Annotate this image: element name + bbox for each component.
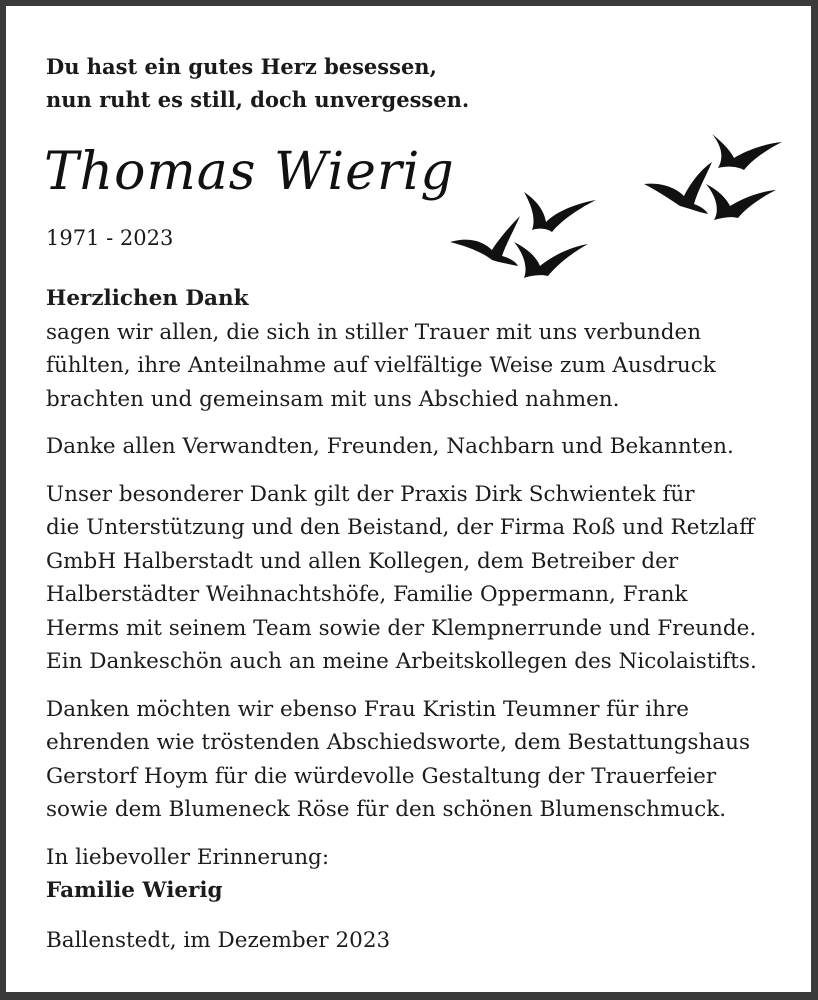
deceased-name: Thomas Wierig (44, 142, 455, 202)
paragraph-3 (46, 478, 786, 679)
bird-icon (644, 162, 712, 214)
bird-icon (524, 192, 596, 232)
text-line: Herms mit seinem Team sowie der Klempnerrunde und Freunde. (46, 615, 757, 641)
paragraph-4 (46, 693, 786, 827)
motto (46, 50, 469, 116)
text-line: sagen wir allen, die sich in stiller Trauer mit uns verbunden (46, 319, 702, 345)
text-line: brachten und gemeinsam mit uns Abschied nahmen. (46, 386, 620, 412)
text-line: Gerstorf Hoym für die würdevolle Gestaltung der Trauerfeier (46, 763, 717, 789)
paragraph-1 (46, 316, 786, 417)
bird-icon (706, 184, 776, 220)
text-line: Ein Dankeschön auch an meine Arbeitskollegen des Nicolaistifts. (46, 649, 757, 674)
paragraph-2 (46, 430, 786, 464)
text-line: Danken möchten wir ebenso Frau Kristin Teumner für ihre (46, 696, 689, 722)
text-line: GmbH Halberstadt und allen Kollegen, dem Betreiber der (46, 548, 679, 574)
obituary-card (6, 6, 811, 992)
thanks-heading: Herzlichen Dank (46, 286, 249, 311)
text-line: die Unterstützung und den Beistand, der Firma Roß und Retzlaff (46, 515, 755, 540)
flying-birds-icon (436, 124, 796, 284)
closing-text: In liebevoller Erinnerung: (46, 844, 330, 870)
text-line: Halberstädter Weihnachtshöfe, Familie Oppermann, Frank (46, 582, 688, 607)
text-line: sowie dem Blumeneck Röse für den schönen Blumenschmuck. (46, 797, 727, 822)
motto-line-1: Du hast ein gutes Herz besessen, (46, 54, 437, 79)
bird-icon (514, 242, 588, 278)
motto-line-2: nun ruht es still, doch unvergessen. (46, 87, 470, 112)
thanks-text (46, 282, 786, 957)
text-line: ehrenden wie tröstenden Abschiedsworte, dem Bestattungshaus (46, 730, 750, 755)
text-line: Unser besonderer Dank gilt der Praxis Dirk Schwientek für (46, 481, 695, 507)
place-date: Ballenstedt, im Dezember 2023 (46, 927, 391, 953)
bird-icon (712, 134, 782, 170)
signature: Familie Wierig (46, 878, 223, 903)
text-line: Danke allen Verwandten, Freunden, Nachbarn und Bekannten. (46, 434, 734, 459)
text-line: fühlten, ihre Anteilnahme auf vielfältige Weise zum Ausdruck (46, 353, 716, 378)
life-years: 1971 - 2023 (46, 226, 174, 250)
bird-icon (450, 216, 520, 266)
